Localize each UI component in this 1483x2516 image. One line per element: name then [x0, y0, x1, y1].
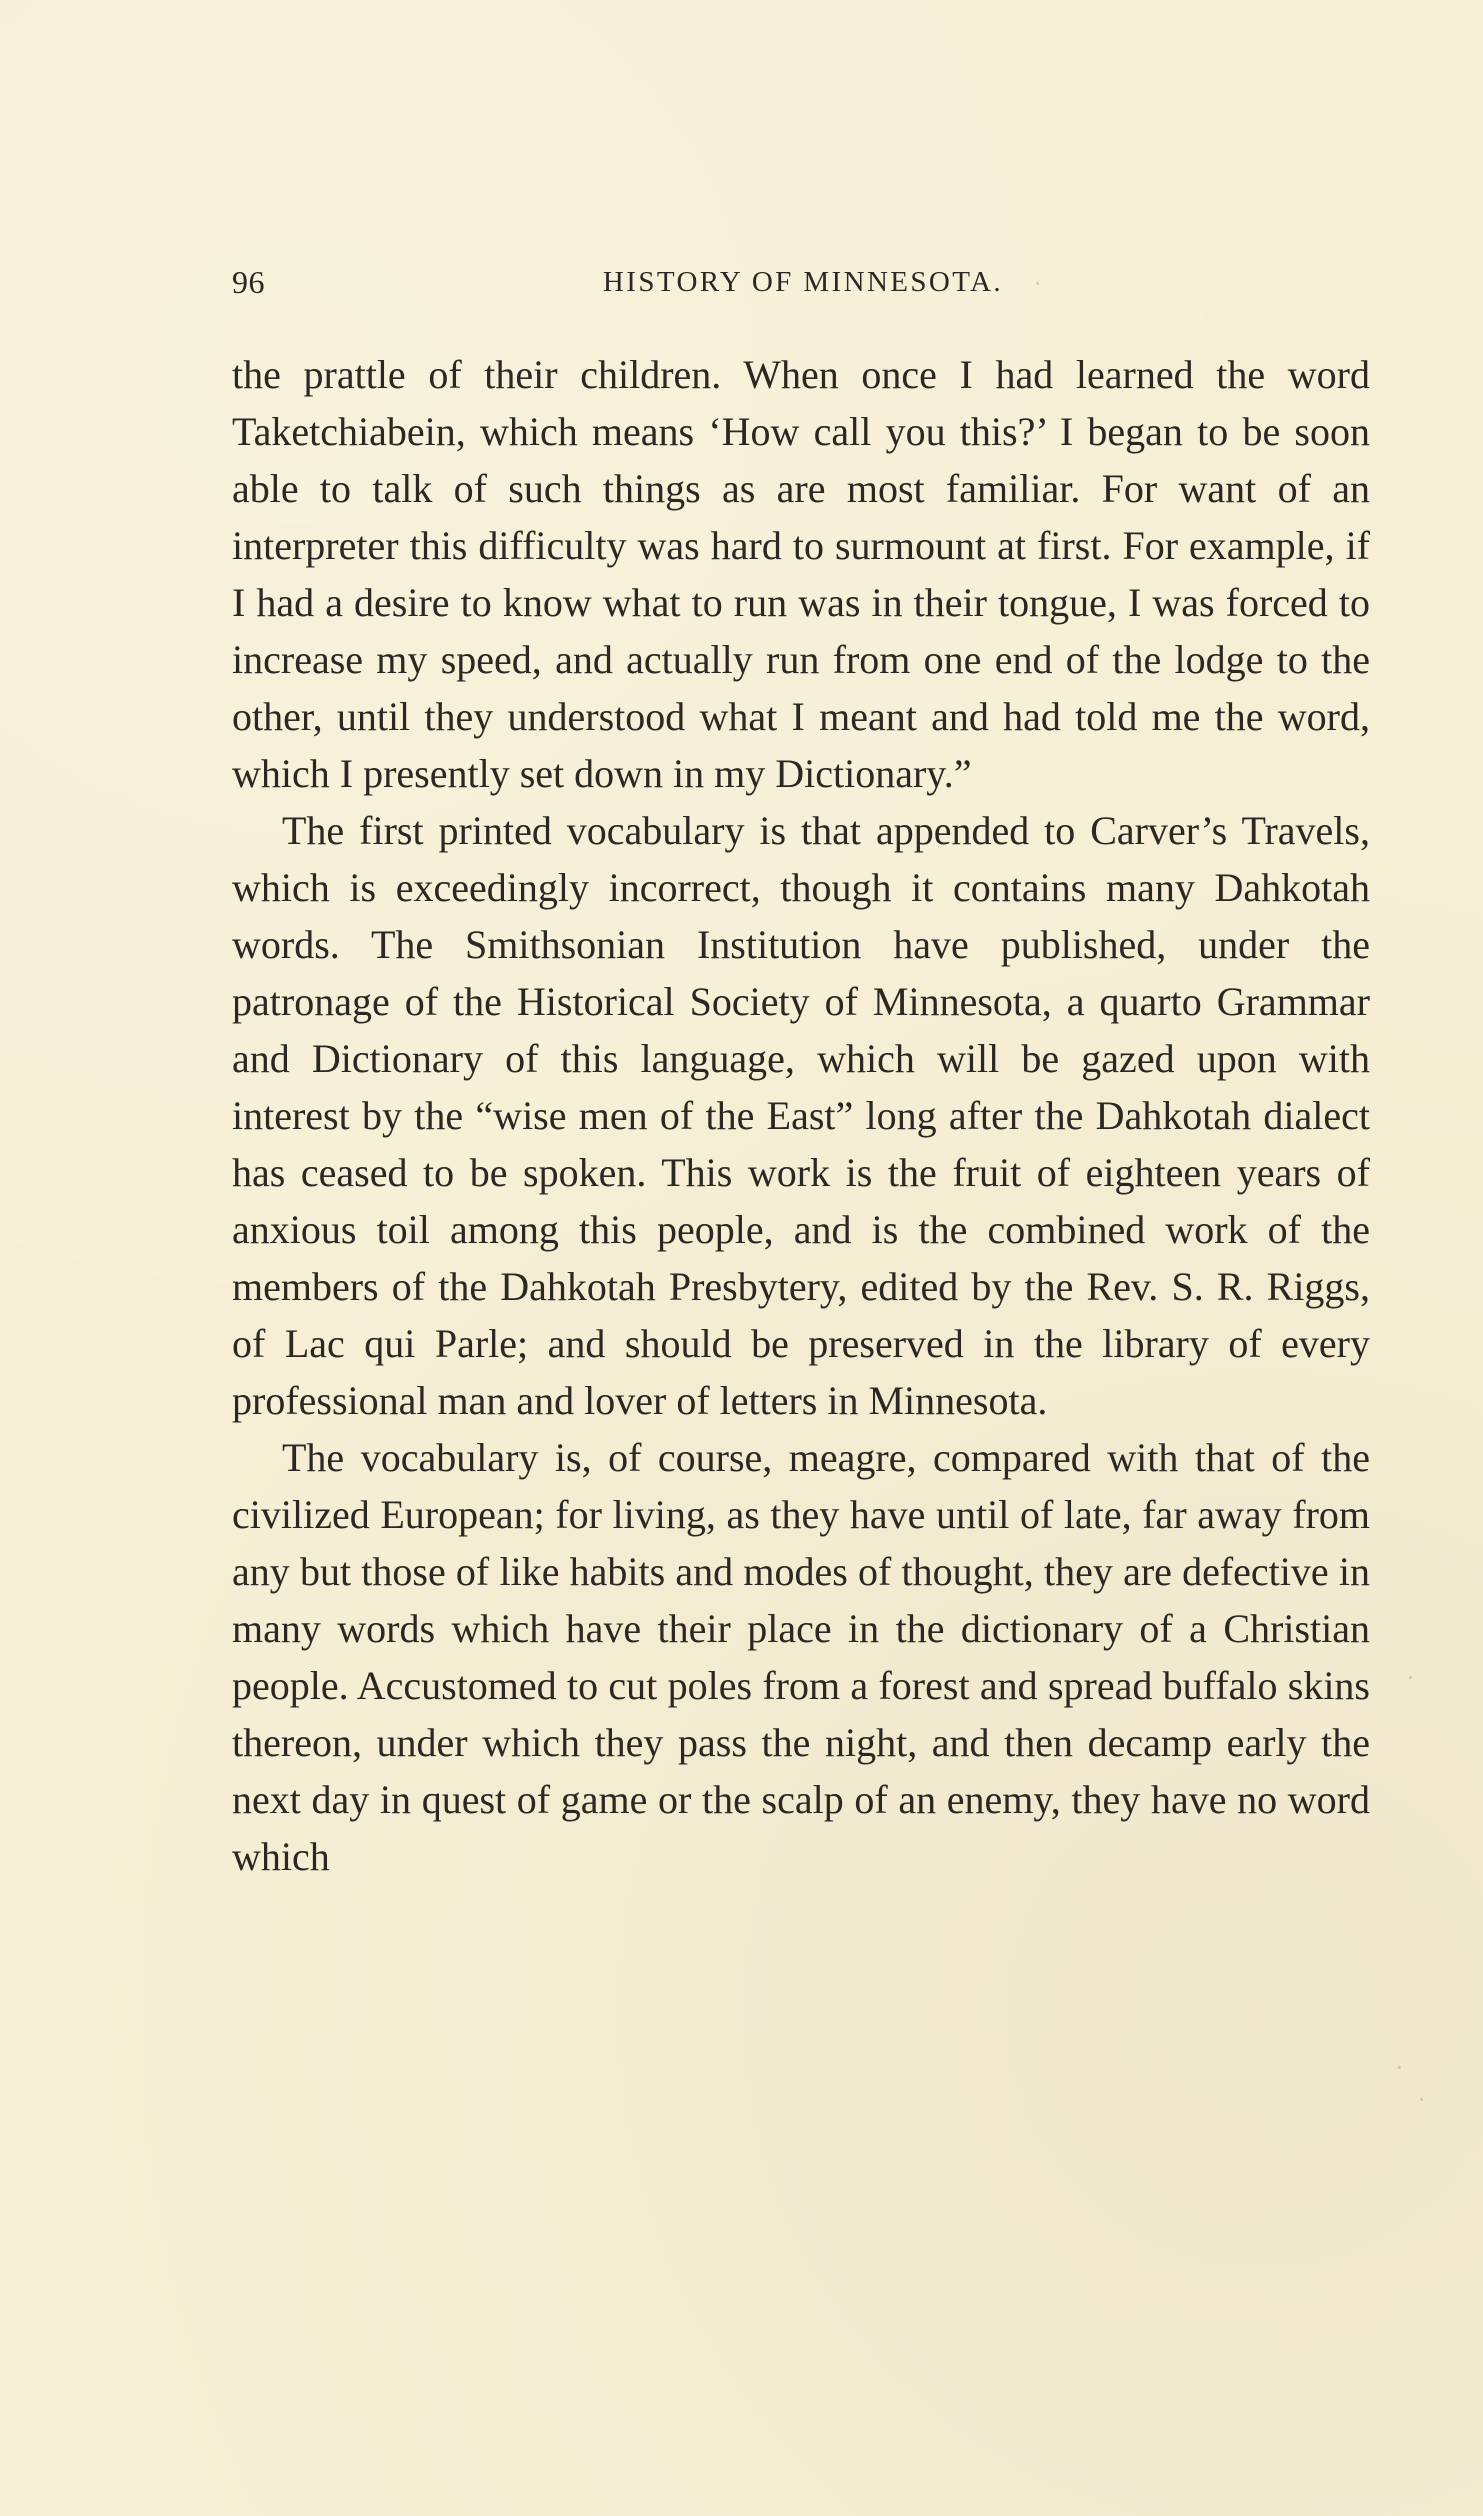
running-title: HISTORY OF MINNESOTA.: [602, 266, 1004, 298]
page-number: 96: [232, 264, 265, 300]
paragraph-vocabulary-history: The first printed vocabulary is that appended to Carver’s Travels, which is exceedingly incorrect, though it contains many Dahkotah words. The Smithsonian Institution have published, under the patronage of the Historical Society of Minnesota, a quarto Grammar and Dictionary of this language, which will be gazed upon with interest by the “wise men of the East” long after the Dahkotah dialect has ceased to be spoken. This work is the fruit of eighteen years of anxious toil among this people, and is the combined work of the members of the Dahkotah Presbytery, edited by the Rev. S. R. Riggs, of Lac qui Parle; and should be preserved in the library of every professional man and lover of letters in Minnesota.: [232, 808, 1370, 1423]
paper-speck: [1398, 2066, 1401, 2069]
paragraph-continued: the prattle of their children. When once I had learned the word Taketchiabein, which means ‘How call you this?’ I began to be soon able to talk of such things as are most familiar. For want of an interpreter this difficulty was hard to surmount at first. For example, if I had a desire to know what to run was in their tongue, I was forced to increase my speed, and actually run from one end of the lodge to the other, until they understood what I meant and had told me the word, which I presently set down in my Dictionary.”: [232, 352, 1370, 796]
running-head: [232, 262, 1370, 302]
paper-speck: [1036, 282, 1039, 285]
paper-speck: [1409, 1676, 1412, 1679]
body-text: [232, 346, 1370, 1885]
paragraph-vocabulary-meagre: The vocabulary is, of course, meagre, compared with that of the civilized European; for living, as they have until of late, far away from any but those of like habits and modes of thought, they are defective in many words which have their place in the dictionary of a Christian people. Accustomed to cut poles from a forest and spread buffalo skins thereon, under which they pass the night, and then decamp early the next day in quest of game or the scalp of an enemy, they have no word which: [232, 1435, 1370, 1879]
paper-speck: [1420, 2098, 1423, 2101]
